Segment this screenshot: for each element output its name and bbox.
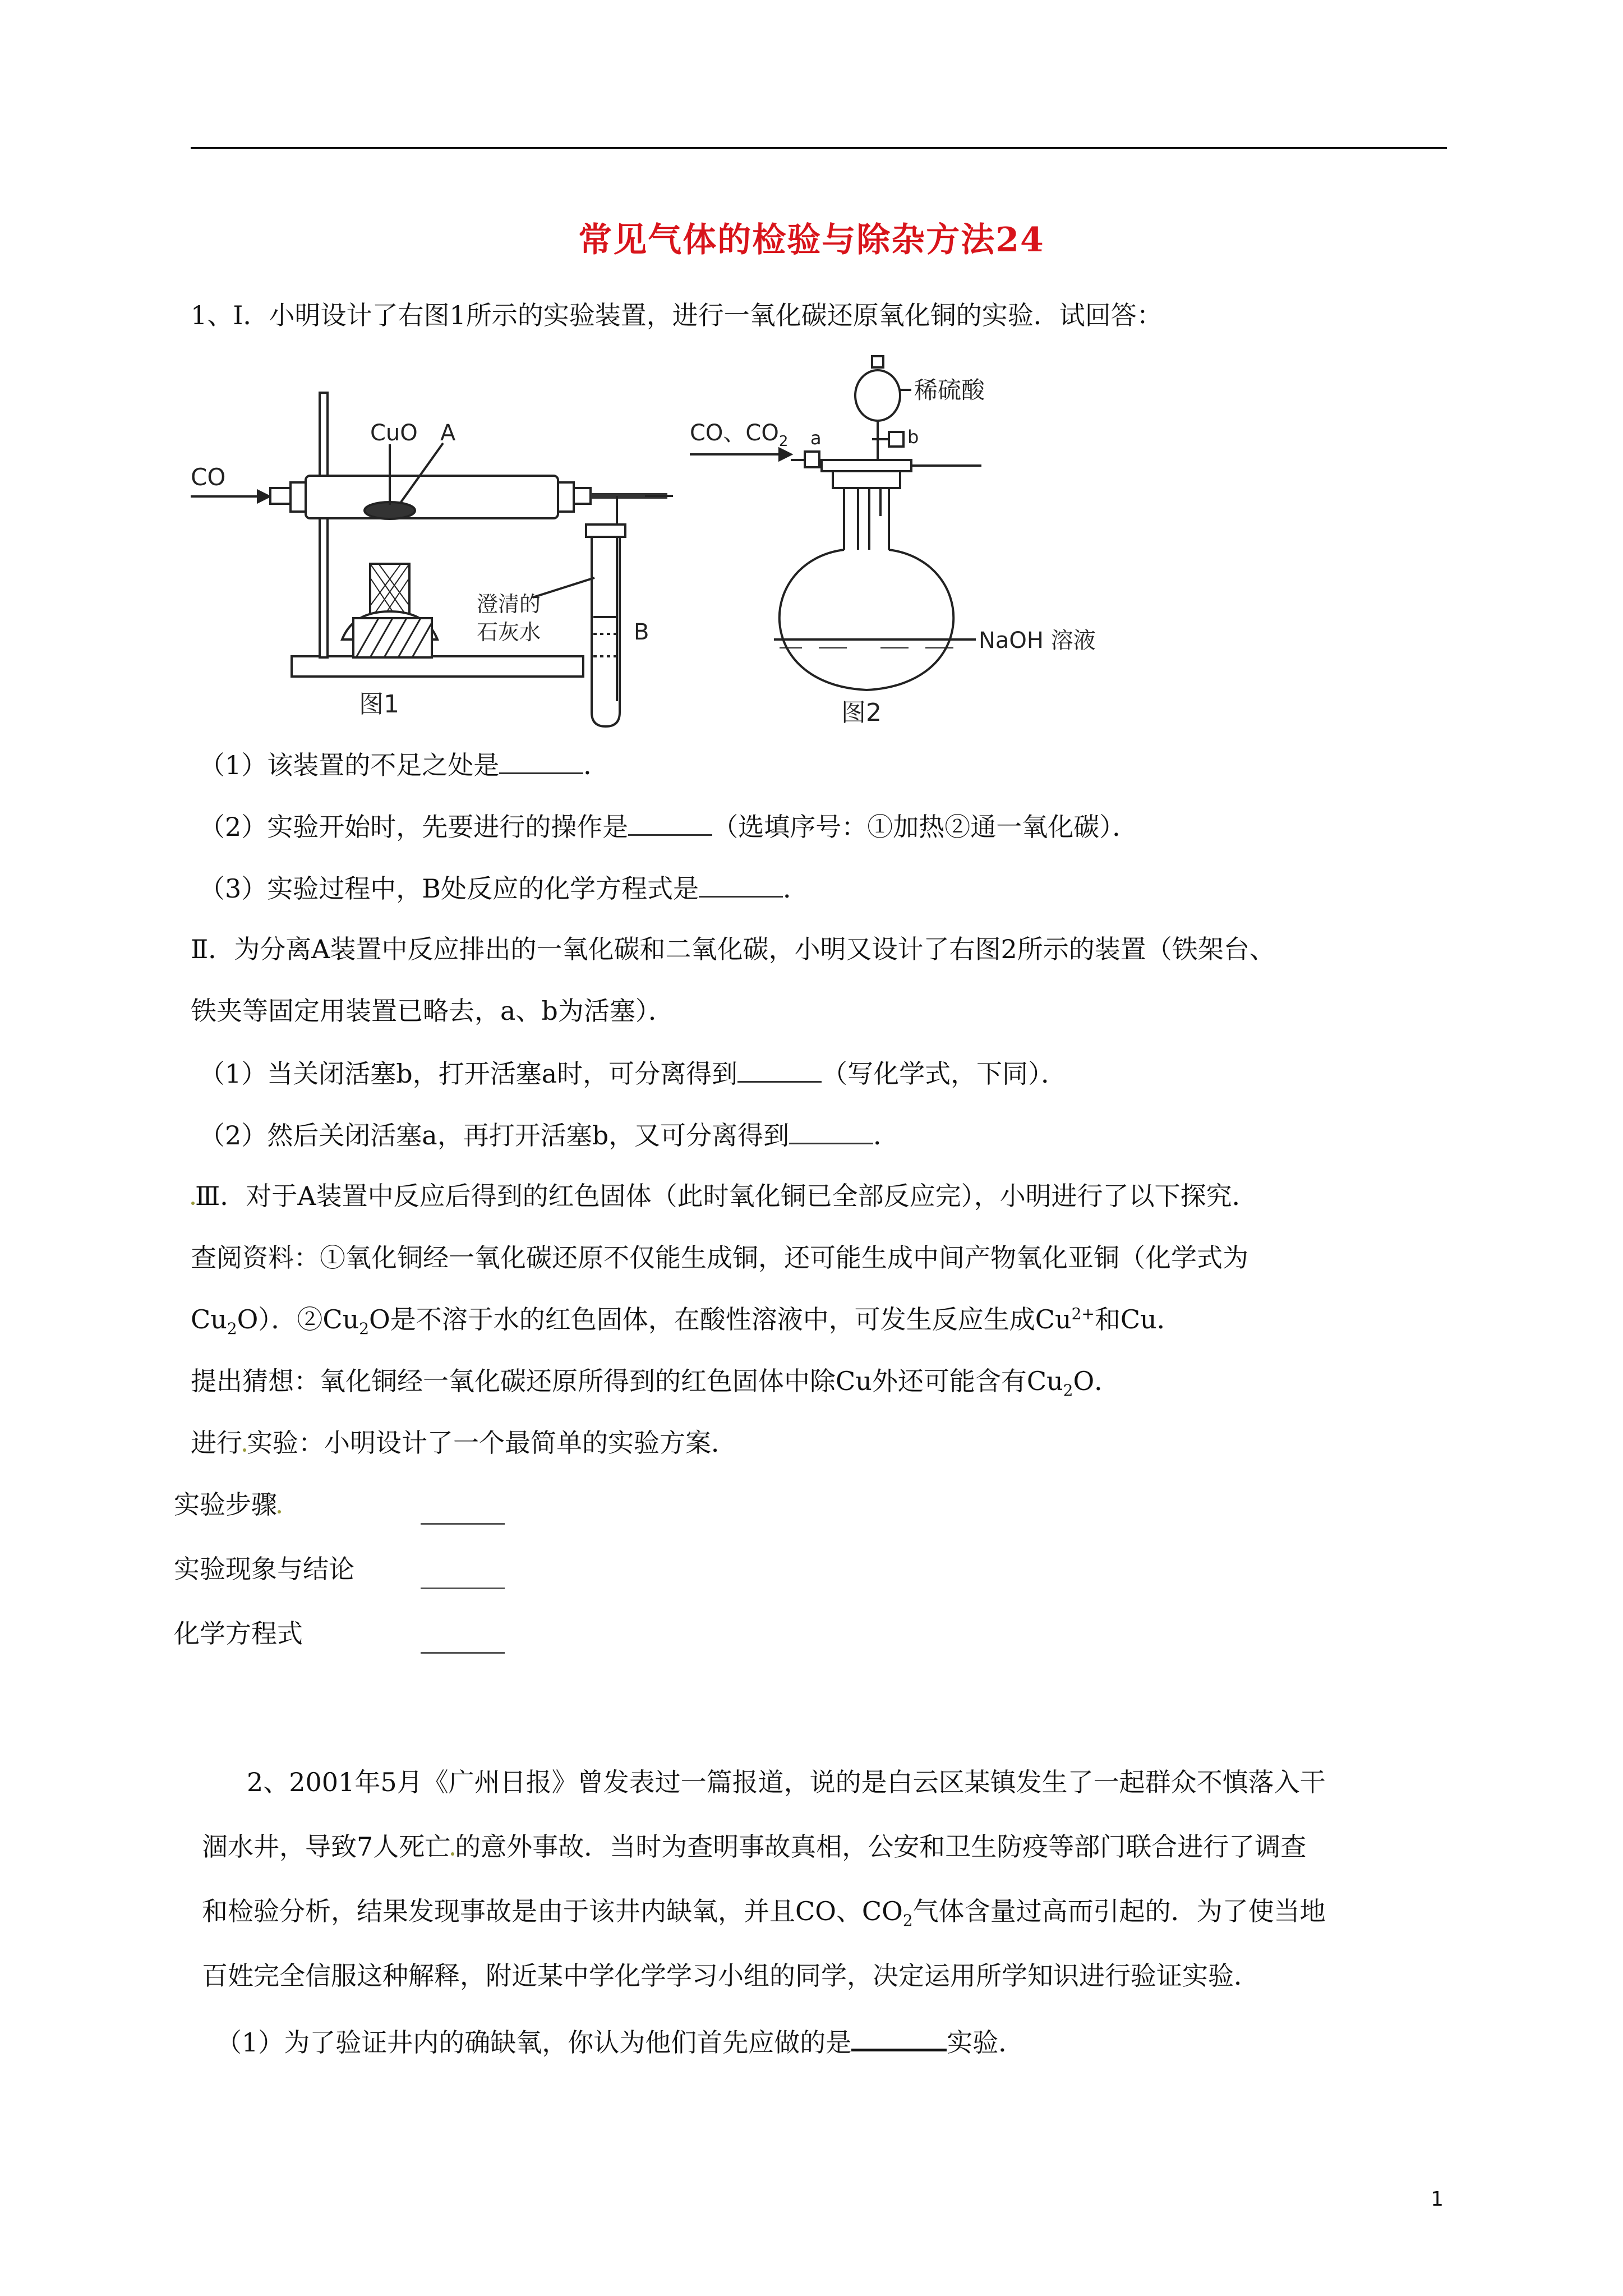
- fig1-label-water-2: 石灰水: [477, 620, 541, 645]
- q1-part3-experiment: 进行 实验：小明设计了一个最简单的实验方案．: [191, 1428, 737, 1458]
- q2-item-1: （1）为了验证井内的确缺氧，你认为他们首先应做的是 实验．: [216, 2025, 1024, 2058]
- q1-part2-item2: （2）然后关闭活塞a，再打开活塞b，又可分离得到 ．: [199, 1120, 900, 1151]
- header-rule: [191, 147, 1447, 149]
- answer-blank[interactable]: [737, 1057, 822, 1083]
- fig1-label-cuo: CuO: [370, 420, 418, 446]
- fig2-caption: 图2: [841, 698, 882, 727]
- q1-part3-intro: Ⅲ．对于A装置中反应后得到的红色固体（此时氧化铜已全部反应完），小明进行了以下探究．: [191, 1181, 1258, 1212]
- q2-line-1: 2、2001年5月《广州日报》曾发表过一篇报道，说的是白云区某镇发生了一起群众不慎落入干: [247, 1767, 1326, 1797]
- answer-line-steps[interactable]: [421, 1523, 505, 1525]
- q1-part1-item2: （2）实验开始时，先要进行的操作是 （选填序号：①加热②通一氧化碳）．: [199, 812, 1138, 842]
- answer-blank[interactable]: [628, 811, 712, 836]
- fig2-label-naoh: NaOH 溶液: [979, 628, 1096, 654]
- fig1-label-b: B: [634, 619, 649, 645]
- fig2-label-b: b: [907, 426, 919, 448]
- fig1-label-water-1: 澄清的: [477, 592, 541, 616]
- q1-part2-intro-2: 铁夹等固定用装置已略去，a、b为活塞）．: [191, 996, 674, 1026]
- fig2-label-acid: 稀硫酸: [914, 376, 985, 404]
- q1-part3-info-2: $Cu_2O$）．$②Cu_2O$是不溶于水的红色固体，在酸性溶液中，可发生反应生成$Cu^{2+}$和Cu．: [191, 1304, 1183, 1338]
- q1-part3-info-1: 查阅资料：①氧化铜经一氧化碳还原不仅能生成铜，还可能生成中间产物氧化亚铜（化学式为: [191, 1243, 1248, 1273]
- mark-dot: [278, 1510, 281, 1513]
- row-label-steps: 实验步骤: [174, 1489, 282, 1520]
- answer-line-equation[interactable]: [421, 1652, 505, 1654]
- q1-part3-guess: 提出猜想：氧化铜经一氧化碳还原所得到的红色固体中除Cu外还可能含有$Cu_2O$．: [191, 1366, 1121, 1400]
- mark-dot: [243, 1448, 246, 1452]
- answer-blank[interactable]: [851, 2025, 947, 2051]
- page-number: 1: [1431, 2188, 1444, 2211]
- q2-line-4: 百姓完全信服这种解释，附近某中学化学学习小组的同学，决定运用所学知识进行验证实验．: [202, 1961, 1260, 1991]
- fig2-label-a: a: [810, 427, 822, 449]
- q1-part1-item1: （1）该装置的不足之处是 ．: [199, 750, 610, 780]
- fig2-label-gas: CO、$CO_2$: [690, 420, 789, 450]
- q2-line-3: 和检验分析，结果发现事故是由于该井内缺氧，并且CO、$CO_2$气体含量过高而引起的．为了使当地: [202, 1896, 1326, 1930]
- fig1-label-co: CO: [191, 463, 226, 491]
- figure-1: [185, 376, 673, 729]
- mark-dot: [191, 1202, 195, 1205]
- row-label-phenomenon: 实验现象与结论: [174, 1554, 354, 1584]
- page-title: 常见气体的检验与除杂方法24: [578, 220, 1045, 260]
- figure-2: [690, 348, 1116, 729]
- answer-line-phenomenon[interactable]: [421, 1588, 505, 1589]
- mark-dot: [451, 1852, 454, 1856]
- row-label-equation: 化学方程式: [174, 1618, 303, 1649]
- answer-blank[interactable]: [499, 749, 583, 774]
- q1-part1-item3: （3）实验过程中，B处反应的化学方程式是 ．: [199, 873, 809, 904]
- fig1-caption: 图1: [359, 690, 399, 719]
- q1-part2-intro-1: Ⅱ．为分离A装置中反应排出的一氧化碳和二氧化碳，小明又设计了右图2所示的装置（铁架台、: [191, 934, 1275, 964]
- answer-blank[interactable]: [789, 1119, 873, 1144]
- answer-blank[interactable]: [699, 872, 783, 898]
- fig1-label-a: A: [440, 420, 456, 446]
- q1-part2-item1: （1）当关闭活塞b，打开活塞a时，可分离得到 （写化学式，下同）．: [199, 1059, 1067, 1089]
- q2-line-2: 涸水井，导致7人死亡 的意外事故．当时为查明事故真相，公安和卫生防疫等部门联合进行了调查: [202, 1832, 1307, 1862]
- q1-intro: 1、Ⅰ．小明设计了右图1所示的实验装置，进行一氧化碳还原氧化铜的实验．试回答：: [191, 300, 1163, 330]
